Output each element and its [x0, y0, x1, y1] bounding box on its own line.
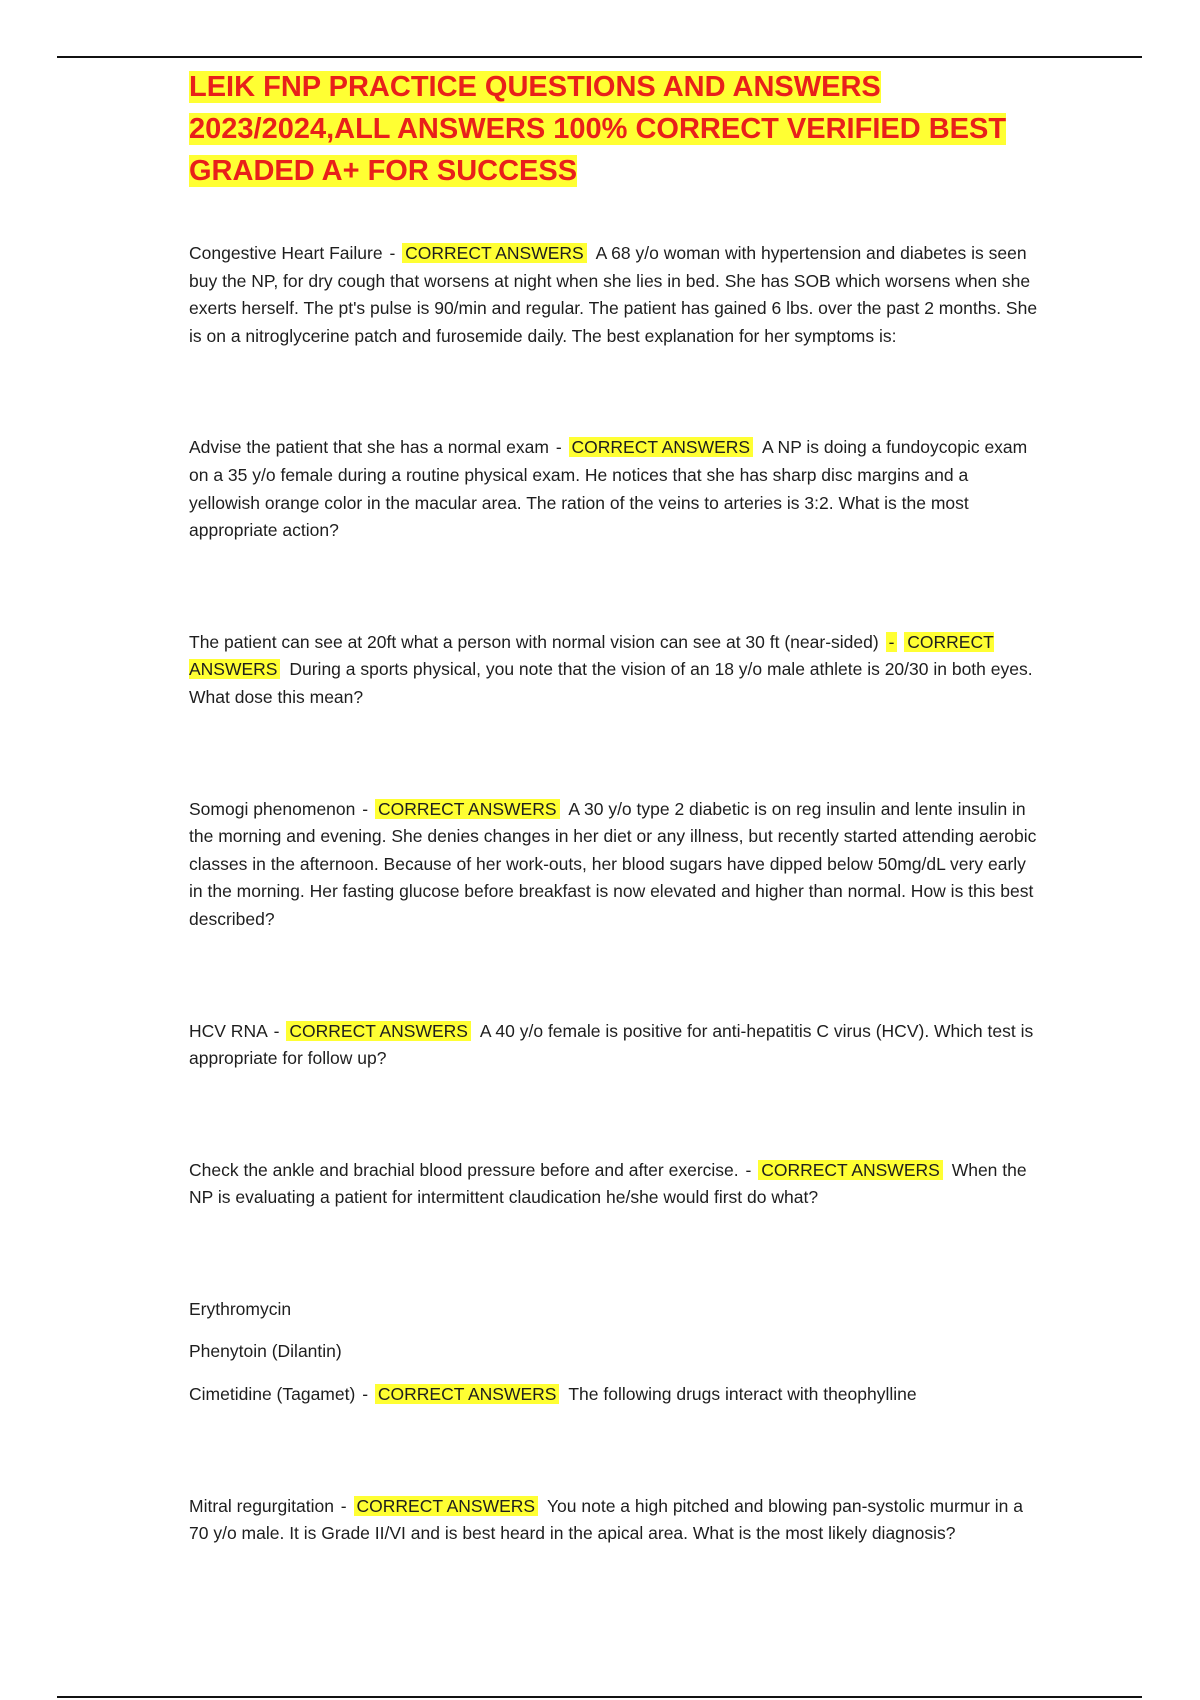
entry-question: You note a high pitched and blowing pan-systolic murmur in a 70 y/o male. It is Grade II/VI and is best heard in the apical area. What is the most likely diagnosis? [189, 1495, 1023, 1544]
entry-answer: The patient can see at 20ft what a person with normal vision can see at 30 ft (near-sided) [189, 631, 879, 652]
entry-separator: - [555, 437, 562, 458]
entry-question: A 30 y/o type 2 diabetic is on reg insulin and lente insulin in the morning and evening. She denies changes in her diet or any illness, but recently started attending aerobic classes in the afternoon. Because of her work-outs, her blood sugars have dipped below 50mg/dL very early in the morning. Her fasting glucose before breakfast is now elevated and higher than normal. How is this best described? [189, 798, 1037, 929]
entry-question: A 40 y/o female is positive for anti-hepatitis C virus (HCV). Which test is appropriate for follow up? [189, 1020, 1034, 1069]
qa-entry [189, 1493, 1044, 1548]
document-title [189, 66, 1044, 192]
qa-entry [189, 1018, 1044, 1073]
entry-separator: - [362, 1384, 369, 1405]
entry-question: A 68 y/o woman with hypertension and diabetes is seen buy the NP, for dry cough that worsens at night when she lies in bed. She has SOB which worsens when she exerts herself. The pt's pulse is 90/min and regular. The patient has gained 6 lbs. over the past 2 months. She is on a nitroglycerine patch and furosemide daily. The best explanation for her symptoms is: [189, 243, 1038, 346]
correct-answers-badge: CORRECT ANSWERS [758, 1160, 943, 1180]
entry-answer: Somogi phenomenon [189, 798, 356, 819]
entry-answer: Congestive Heart Failure [189, 243, 383, 263]
correct-answers-badge: CORRECT ANSWERS [402, 243, 587, 263]
title-line-2: 2023/2024,ALL ANSWERS 100% CORRECT VERIFIED BEST [189, 113, 1007, 145]
entry-question: When the NP is evaluating a patient for intermittent claudication he/she would first do what? [189, 1159, 1027, 1208]
entry-separator: - [340, 1495, 347, 1516]
bottom-rule [57, 1696, 1142, 1698]
entry-question: A NP is doing a fundoycopic exam on a 35 y/o female during a routine physical exam. He notices that she has sharp disc margins and a yellowish orange color in the macular area. The ration of the veins to arteries is 3:2. What is the most appropriate action? [189, 437, 1028, 541]
qa-entry [189, 240, 1044, 350]
qa-entry [189, 796, 1044, 934]
entry-separator: - [886, 632, 898, 652]
entry-question: The following drugs interact with theophylline [568, 1384, 917, 1405]
entry-separator: - [273, 1020, 280, 1041]
entry-separator: - [389, 243, 396, 263]
entry-answer: Check the ankle and brachial blood pressure before and after exercise. [189, 1159, 739, 1180]
entry-answer: Advise the patient that she has a normal exam [189, 437, 549, 458]
title-line-3: GRADED A+ FOR SUCCESS [189, 155, 578, 187]
entry-question: During a sports physical, you note that the vision of an 18 y/o male athlete is 20/30 in both eyes. What dose this mean? [189, 659, 1033, 707]
correct-answers-badge: CORRECT ANSWERS [375, 1384, 560, 1404]
top-rule [57, 56, 1142, 58]
qa-entry [189, 1296, 1044, 1409]
entry-answer-line: Phenytoin (Dilantin) [189, 1341, 342, 1362]
entry-answer: HCV RNA [189, 1020, 267, 1041]
entry-separator: - [745, 1159, 752, 1180]
entry-answer: Mitral regurgitation [189, 1495, 334, 1516]
qa-entry [189, 434, 1044, 544]
entry-answer-line: Erythromycin [189, 1298, 292, 1319]
correct-answers-badge: CORRECT ANSWERS [569, 437, 754, 457]
correct-answers-badge: CORRECT ANSWERS [354, 1496, 539, 1516]
entry-separator: - [362, 798, 369, 819]
document-body [189, 66, 1044, 1632]
qa-entry [189, 1157, 1044, 1212]
title-line-1: LEIK FNP PRACTICE QUESTIONS AND ANSWERS [189, 71, 881, 103]
correct-answers-badge: CORRECT ANSWERS [286, 1021, 471, 1041]
entry-answer-line: Cimetidine (Tagamet) [189, 1384, 356, 1405]
qa-entry [189, 629, 1044, 712]
correct-answers-badge: CORRECT ANSWERS [375, 799, 560, 819]
correct-answers-badge: CORRECT ANSWERS [189, 631, 994, 680]
